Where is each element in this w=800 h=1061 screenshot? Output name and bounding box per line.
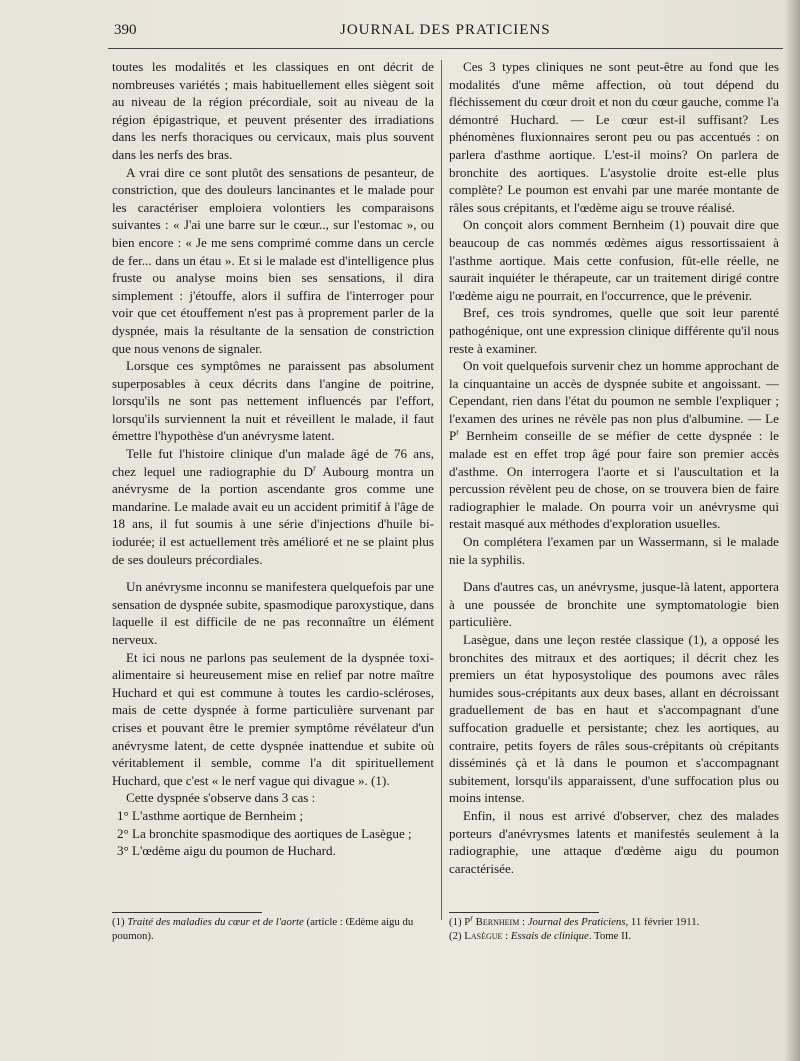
footnote-text: (article : Œdème aigu du poumon). xyxy=(112,916,414,942)
paragraph: Cette dyspnée s'observe dans 3 cas : xyxy=(126,790,316,806)
paragraph: Bref, ces trois syndromes, quelle que soit leur parenté pathogénique, ont une expression clinique différente qu'il nous reste à examiner. xyxy=(449,305,779,356)
footnote-marker: (1) xyxy=(112,916,128,928)
footnotes-right xyxy=(449,913,779,943)
paragraph: Dans d'autres cas, un anévrysme, jusque-là latent, apportera à une poussée de bronchite une symptomatologie bien particulière. xyxy=(449,579,779,630)
running-title: JOURNAL DES PRATICIENS xyxy=(340,22,551,38)
superscript: r xyxy=(456,428,459,438)
paragraph: On complétera l'examen par un Wassermann, si le malade nie la syphilis. xyxy=(449,534,779,567)
superscript: r xyxy=(313,463,316,473)
footnotes-left xyxy=(112,916,434,943)
footnote-rule xyxy=(112,912,262,913)
header-rule xyxy=(108,48,783,49)
paragraph-text: On voit quelquefois survenir chez un homme approchant de la cinquantaine un accès de dyspnée subite et angoissant. — Cependant, rien dans l'état du poumon ne semble l'expliquer ; l'examen des urines ne révèle pas non plus d'albumine. — Le P xyxy=(449,358,779,444)
footnote-text: . Tome II. xyxy=(588,929,632,942)
footnote xyxy=(112,916,434,943)
paragraph: Et ici nous ne parlons pas seulement de la dyspnée toxi-alimentaire si heureusement mise en relief par notre maître Huchard et qui est commune à toutes les cardio-scléroses, mais de cette dyspnée à forme particulière survenant par crises et pouvant être le premier symptôme révélateur d'un anévrysme latent, de cette dyspnée inattendue et subite où véritablement il semble, comme l'a dit spirituellement Huchard, que c'est « le nerf vague qui divague ». (1). xyxy=(112,649,434,788)
paragraph-text: Lorsque ces symptômes ne paraissent pas absolument superposables à ceux décrits dans l'angine de poitrine, lorsqu'ils ne sont pas nettement influencés par l'effort, lorsqu'ils surviennent la nuit et réveillent le malade, il faut émettre l'hypothèse d'un anévrysme latent. xyxy=(112,358,434,444)
paragraph xyxy=(112,445,434,568)
paragraph-text: Telle fut l'histoire clinique d'un malade âgé de 76 ans, chez lequel une radiographie du D xyxy=(112,446,434,479)
superscript: r xyxy=(470,913,473,923)
paragraph: Ces 3 types cliniques ne sont peut-être au fond que les modalités d'une même affection, où tout dépend du fléchissement du cœur droit et non du cœur gauche, comme l'a démontré Huchard. — Le cœur est-il suffisant? Les phénomènes fluxionnaires seront peu ou pas accentués : on parlera d'asthme aortique. L'est-il moins? On parlera de bronchite des aortiques. L'asystolie droite est-elle plus complète? Le poumon est envahi par une marée montante de râles sous crépitants, et l'œdème aigu se trouve réalisé. xyxy=(449,59,779,215)
footnote-work-title: Traité des maladies du cœur et de l'aorte xyxy=(127,916,304,928)
footnote-separator: : xyxy=(519,916,528,928)
list-item: 3° L'œdème aigu du poumon de Huchard. xyxy=(117,843,336,859)
paragraph: On conçoit alors comment Bernheim (1) pouvait dire que beaucoup de cas nommés œdèmes aigus ressortissaient à l'asthme aortique. Mais cette confusion, fût-elle réelle, ne saurait inquiéter le thérapeute, car un traitement dirigé contre l'œdème aigu ne pourrait, en l'occurrence, que le prévenir. xyxy=(449,217,779,303)
paragraph: A vrai dire ce sont plutôt des sensations de pesanteur, de constriction, que des douleurs lancinantes et le malade pour les caractériser emploiera volontiers les comparaisons suivantes : « J'ai une barre sur le cœur.., sur l'estomac », ou bien encore : « Je me sens comprimé comme dans un cercle de fer... dans un étau ». Et si le malade est d'intelligence plus fruste ou analyse moins bien ses sensations, il dira simplement : j'étouffe, alors il suffira de l'interroger pour voir que cet étouffement n'est pas à proprement parler de la dyspnée, mais la résultante de la sensation de constriction que nous venons de signaler. xyxy=(112,164,434,356)
left-column xyxy=(112,58,434,860)
column-divider xyxy=(441,60,442,920)
page-number: 390 xyxy=(114,22,137,38)
paragraph xyxy=(449,357,779,533)
list-item: 1° L'asthme aortique de Bernheim ; xyxy=(117,807,304,823)
footnote-marker: (2) xyxy=(449,929,465,942)
paragraph: toutes les modalités et les classiques en ont décrit de nombreuses variétés ; mais habituellement elles siègent soit au niveau de la région précordiale, soit au niveau de la région épigastrique, et peuvent présenter des irradiations dans les nerfs thoraciques ou cervicaux, mais plus souvent dans les nerfs des bras. xyxy=(112,59,434,162)
footnote-text: , 11 février 1911. xyxy=(625,916,700,928)
footnote xyxy=(449,930,779,944)
paragraph: Lasègue, dans une leçon restée classique (1), a opposé les bronchites des mitraux et des aortiques; il décrit chez les premiers un état hyposystolique des poumons avec râles humides sous-crépitants aux deux bases, allant en décroissant graduellement de bas en haut et s'accompagnant d'une suffocation graduelle et persistante; chez les aortiques, au contraire, petits foyers de râles sous-crépitants où crépitants disséminés çà et là dans le poumon et s'accompagnant subitement, lorsqu'ils apparaissent, d'une suffocation plus ou moins intense. xyxy=(449,632,779,806)
page-edge-shadow xyxy=(784,0,800,1061)
footnote-author: Bernheim xyxy=(472,916,520,928)
footnote-work-title: Journal des Praticiens xyxy=(527,916,626,928)
page-header xyxy=(108,16,788,46)
paragraph: Enfin, il nous est arrivé d'observer, chez des malades porteurs d'anévrysmes latents et manifestés seulement à la radiographie, une attaque d'œdème aigu du poumon caractérisée. xyxy=(449,807,779,876)
footnote-separator: : xyxy=(502,929,511,942)
right-column xyxy=(449,58,779,877)
list-item: 2° La bronchite spasmodique des aortiques de Lasègue ; xyxy=(117,825,412,841)
paragraph-text: Aubourg montra un anévrysme de la portion ascendante gros comme une mandarine. Le malade avait eu un accident primitif à l'âge de 18 ans, il fut soumis à une série d'injections d'huile bi-iodurée; il est actuellement très amélioré et ne se plaint plus de ses douleurs précordiales. xyxy=(112,463,435,567)
paragraph: Un anévrysme inconnu se manifestera quelquefois par une sensation de dyspnée subite, spasmodique paroxystique, dans laquelle il est difficile de ne pas reconnaître un élément nerveux. xyxy=(112,579,434,647)
footnote xyxy=(449,913,779,930)
paragraph xyxy=(112,357,434,445)
footnote-marker: (1) P xyxy=(449,916,471,928)
footnote-author: Lasègue xyxy=(464,929,503,942)
footnote-work-title: Essais de clinique xyxy=(510,929,589,942)
paragraph-text: Bernheim conseille de se méfier de cette dyspnée : le malade est en effet trop âgé pour faire son premier accès d'asthme. On interrogera l'aorte et si l'auscultation et la percussion révèlent peu de chose, on se trouvera bien de faire radiographier le malade. On pourra voir un anévrysme qui restait masqué aux méthodes d'exploration usuelles. xyxy=(449,428,779,532)
